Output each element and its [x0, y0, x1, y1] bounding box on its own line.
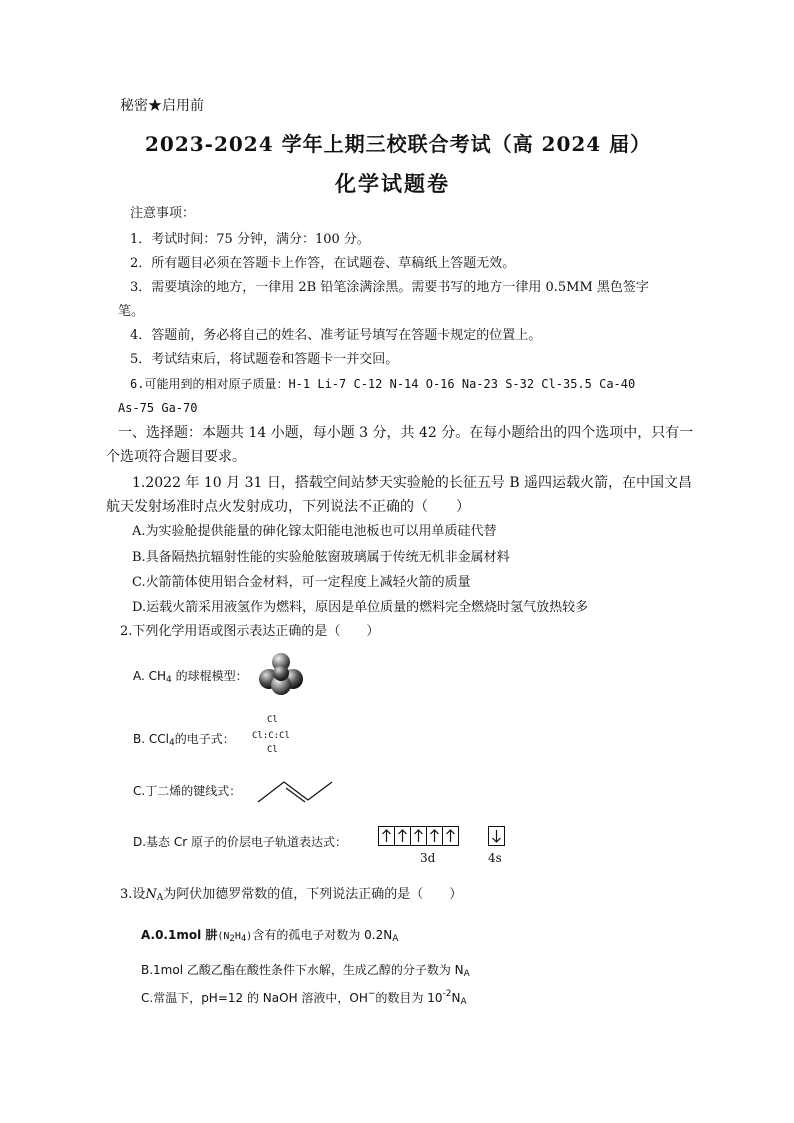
question-3-option-c: C.常温下，pH=12 的 NaOH 溶液中，OH−的数目为 $10^{-2}N_A$	[141, 989, 467, 1007]
question-1-option-c: C.火箭箭体使用铝合金材料，可一定程度上减轻火箭的质量	[132, 575, 471, 590]
notice-item: 2．所有题目必须在答题卡上作答，在试题卷、草稿纸上答题无效。	[130, 256, 516, 271]
orbital-box-4s	[488, 826, 506, 848]
question-2-option-c: C.丁二烯的键线式：	[133, 784, 242, 798]
orbital-box-3d	[378, 826, 478, 848]
electron-formula-bottom: Cl	[267, 745, 278, 755]
notice-item: 3．需要填涂的地方，一律用 2B 铅笔涂满涂黑。需要书写的地方一律用 0.5MM 黑色签字	[130, 280, 649, 295]
orbital-label-4s: 4s	[488, 851, 502, 865]
ball-and-stick-model-image	[256, 652, 306, 700]
question-1-option-b: B.具备隔热抗辐射性能的实验舱舷窗玻璃属于传统无机非金属材料	[132, 550, 510, 565]
notice-item-atomic-masses-cont: As-75 Ga-70	[118, 401, 198, 415]
notice-item-atomic-masses: 6.可能用到的相对原子质量：H-1 Li-7 C-12 N-14 O-16 Na-23 S-32 Cl-35.5 Ca-40	[130, 377, 636, 391]
section-heading-cont: 个选项符合题目要求。	[106, 449, 246, 465]
orbital-cell	[394, 826, 411, 846]
notice-item: 5．考试结束后，将试题卷和答题卡一并交回。	[130, 352, 399, 367]
question-1-option-a: A.为实验舱提供能量的砷化镓太阳能电池板也可以用单质硅代替	[132, 524, 497, 539]
electron-formula-middle: Cl:C:Cl	[252, 731, 290, 741]
orbital-label-3d: 3d	[420, 851, 436, 865]
question-3-option-b: B.1mol 乙酸乙酯在酸性条件下水解，生成乙醇的分子数为 $N_A$	[141, 963, 470, 979]
section-heading: 一、选择题：本题共 14 小题，每小题 3 分，共 42 分。在每小题给出的四个选项中，只有一	[118, 425, 694, 441]
orbital-cell	[426, 826, 443, 846]
notice-item: 4．答题前，务必将自己的姓名、准考证号填写在答题卡规定的位置上。	[130, 328, 542, 343]
question-2-option-a: A. $CH_4$ 的球棍模型：	[133, 669, 248, 685]
notice-item: 1．考试时间：75 分钟，满分：100 分。	[130, 232, 370, 247]
bond-line-structure-image	[257, 778, 333, 808]
question-3-stem: 3.设$N_A$为阿伏加德罗常数的值，下列说法正确的是（ ）	[120, 887, 463, 903]
orbital-cell	[410, 826, 427, 846]
question-2-stem: 2.下列化学用语或图示表达正确的是（ ）	[120, 624, 380, 639]
notice-heading: 注意事项：	[130, 206, 196, 221]
exam-subtitle: 化学试题卷	[335, 171, 450, 196]
orbital-cell	[442, 826, 459, 846]
question-2-option-d: D.基态 Cr 原子的价层电子轨道表达式：	[133, 835, 347, 849]
electron-formula-top: Cl	[267, 715, 278, 725]
notice-item: 笔。	[118, 304, 145, 319]
orbital-cell	[488, 826, 505, 846]
question-1-stem-cont: 航天发射场准时点火发射成功，下列说法不正确的（ ）	[106, 499, 470, 515]
secrecy-label: 秘密★启用前	[120, 98, 204, 114]
question-2-option-b: B. CCl$_4$的电子式：	[133, 732, 235, 748]
question-1-option-d: D.运载火箭采用液氢作为燃料，原因是单位质量的燃料完全燃烧时氢气放热较多	[132, 600, 589, 615]
question-3-option-a: A.0.1mol 肼(N2H4)含有的孤电子对数为 $0.2N_A$	[141, 928, 399, 944]
exam-title: 2023-2024 学年上期三校联合考试（高 2024 届）	[145, 132, 652, 156]
question-1-stem: 1.2022 年 10 月 31 日，搭载空间站梦天实验舱的长征五号 B 遥四运载火箭，在中国文昌	[132, 475, 693, 491]
orbital-cell	[378, 826, 395, 846]
